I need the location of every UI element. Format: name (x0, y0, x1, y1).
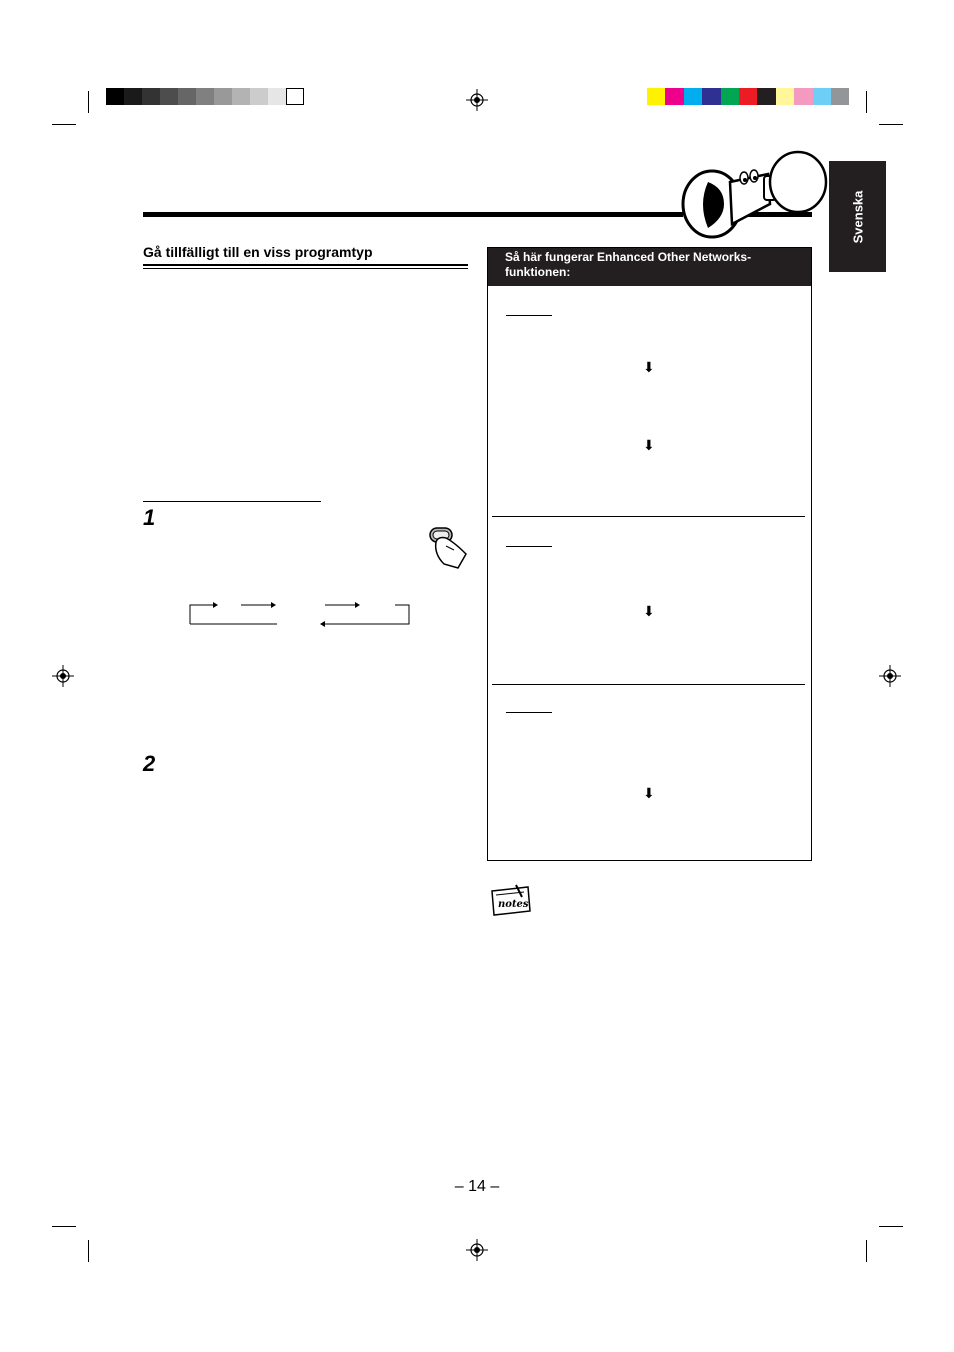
eon-info-box (487, 247, 812, 861)
eon-info-header (488, 248, 811, 286)
arrow-down-icon: ⬇ (643, 359, 655, 375)
gray-swatch (268, 88, 286, 105)
header-rule (143, 212, 683, 217)
case-label-underline (506, 712, 552, 713)
case-divider (492, 684, 805, 685)
case-label-underline (506, 315, 552, 316)
section-title: Gå tillfälligt till en viss programtyp (143, 244, 373, 260)
registration-target-icon (466, 1239, 488, 1261)
arrow-down-icon: ⬇ (643, 785, 655, 801)
crop-mark-bottom-right-v (866, 1240, 867, 1262)
step-divider (143, 501, 321, 502)
gray-swatch (286, 88, 304, 105)
gray-swatch (160, 88, 178, 105)
registration-target-icon (466, 89, 488, 111)
case-label-underline (506, 546, 552, 547)
arrow-down-icon: ⬇ (643, 437, 655, 453)
color-swatch (794, 88, 812, 105)
color-swatch (721, 88, 739, 105)
color-swatch (776, 88, 794, 105)
color-swatch (702, 88, 720, 105)
language-tab (829, 161, 886, 272)
crop-mark-bottom-left-v (88, 1240, 89, 1262)
svg-text:notes: notes (498, 899, 529, 910)
horn-mascot-icon (680, 148, 830, 240)
gray-swatch (214, 88, 232, 105)
cycle-diagram (185, 598, 415, 630)
crop-mark-top-right-v (866, 91, 867, 113)
crop-mark-bottom-right-h (879, 1226, 903, 1227)
arrow-down-icon: ⬇ (643, 603, 655, 619)
finger-press-button-icon (424, 524, 470, 570)
case-divider (492, 516, 805, 517)
step-number: 2 (143, 751, 156, 776)
crop-mark-top-right-h (879, 124, 903, 125)
page-number: – 14 – (454, 1178, 500, 1195)
color-swatch (739, 88, 757, 105)
gray-swatch (196, 88, 214, 105)
color-swatch (647, 88, 665, 105)
color-swatch (757, 88, 775, 105)
gray-swatch (178, 88, 196, 105)
crop-mark-top-left-v (88, 91, 89, 113)
section-title-underline (143, 264, 468, 266)
gray-swatch (250, 88, 268, 105)
eon-info-header-line2: funktionen: (505, 265, 571, 279)
registration-target-icon (879, 665, 901, 687)
registration-target-icon (52, 665, 74, 687)
color-swatch (831, 88, 849, 105)
eon-info-header-line1: Så här fungerar Enhanced Other Networks- (505, 250, 752, 264)
color-swatch (665, 88, 683, 105)
gray-swatch (106, 88, 124, 105)
color-swatch (813, 88, 831, 105)
crop-mark-bottom-left-h (52, 1226, 76, 1227)
gray-swatch (232, 88, 250, 105)
step-number: 1 (143, 505, 156, 530)
section-title-underline-thin (143, 268, 468, 269)
gray-swatch (124, 88, 142, 105)
color-swatch (684, 88, 702, 105)
crop-mark-top-left-h (52, 124, 76, 125)
notes-icon (488, 883, 534, 917)
gray-swatch (142, 88, 160, 105)
language-tab-label: Svenska (850, 190, 865, 243)
